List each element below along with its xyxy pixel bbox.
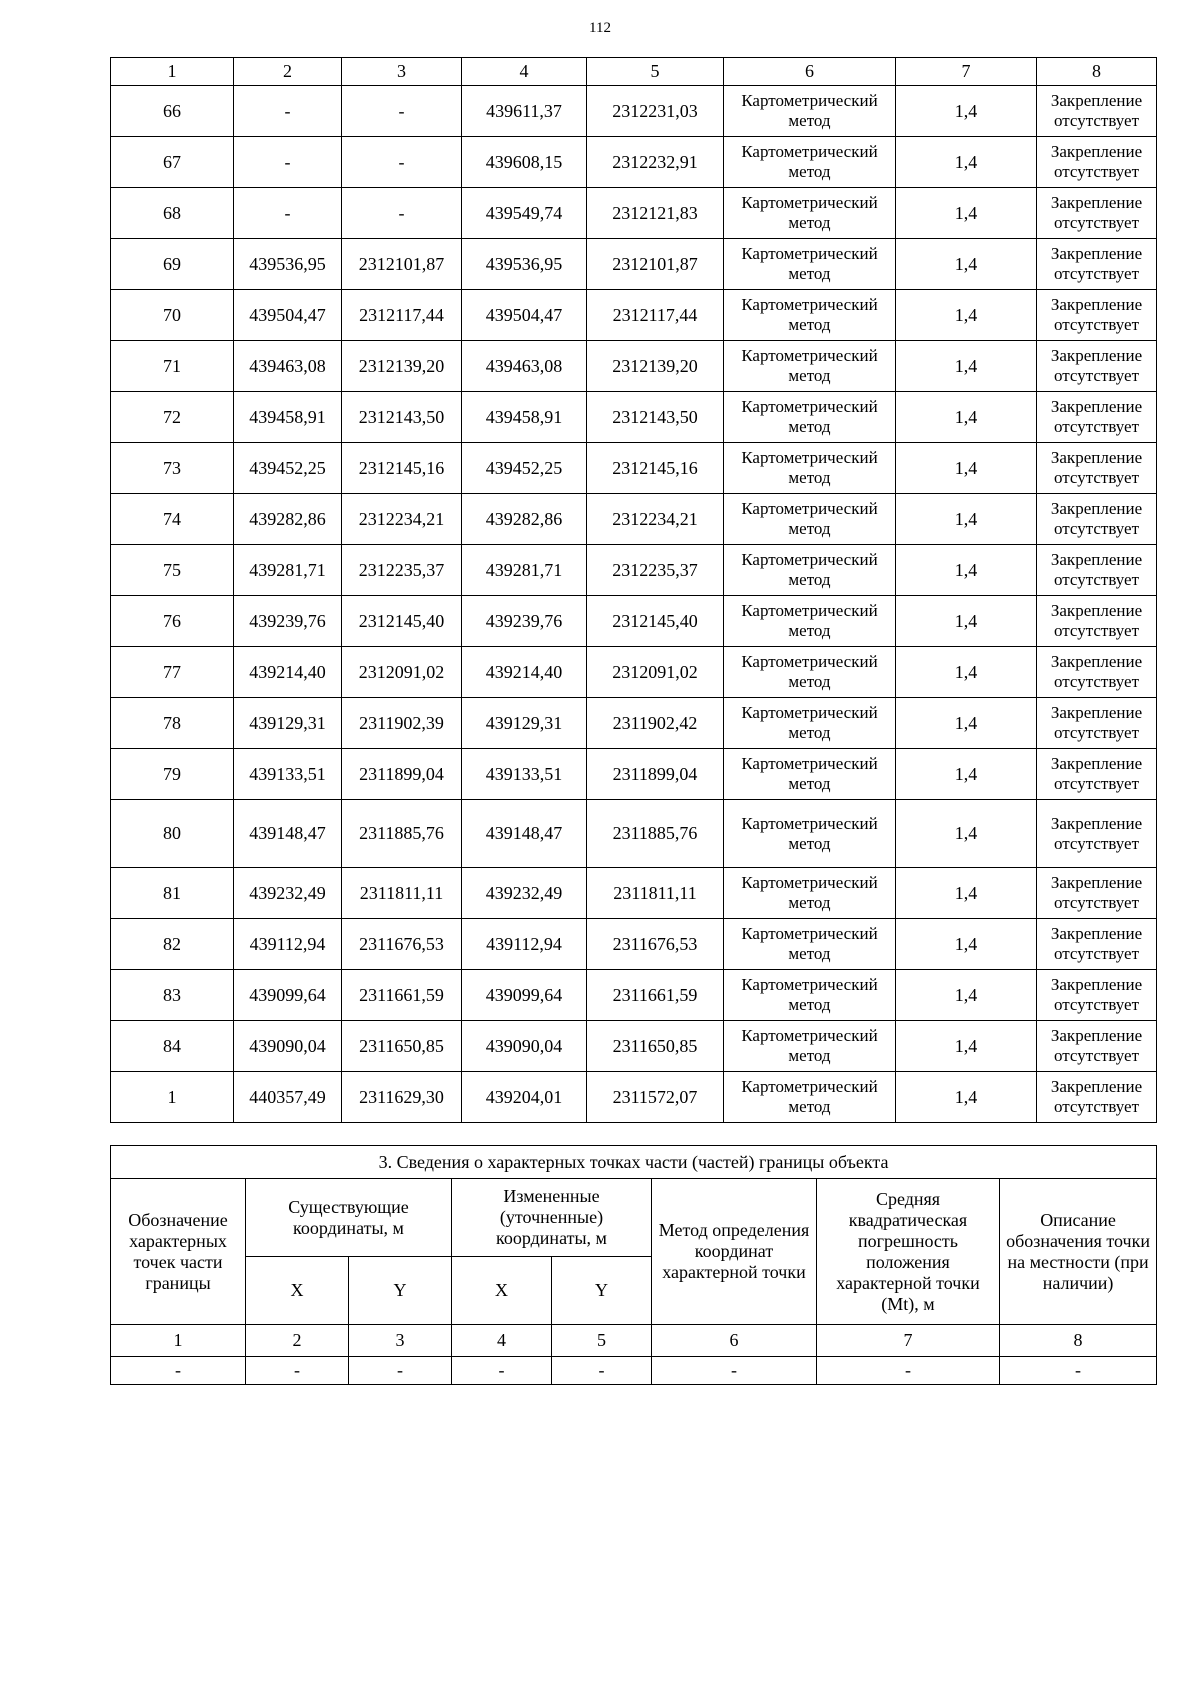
table-row [111,749,1157,800]
section3-table [110,1145,1157,1385]
section3-empty-row [111,1357,1157,1385]
table-row [111,868,1157,919]
point-number: 80 [111,800,234,868]
fixing-description: Закрепление отсутствует [1037,698,1157,749]
changed-y: 2311811,11 [587,868,724,919]
point-number: 73 [111,443,234,494]
changed-x: 439214,40 [462,647,587,698]
fixing-description: Закрепление отсутствует [1037,800,1157,868]
table-row [111,1021,1157,1072]
header-existing-coordinates: Существующие координаты, м [246,1179,452,1257]
point-number: 74 [111,494,234,545]
column-number: 6 [652,1325,817,1357]
method: Картометрический метод [724,868,896,919]
fixing-description: Закрепление отсутствует [1037,919,1157,970]
changed-x: 439112,94 [462,919,587,970]
method: Картометрический метод [724,698,896,749]
point-number: 69 [111,239,234,290]
header-existing-y: Y [349,1257,452,1325]
point-number: 77 [111,647,234,698]
existing-y: 2312101,87 [342,239,462,290]
empty-cell: - [246,1357,349,1385]
fixing-description: Закрепление отсутствует [1037,188,1157,239]
existing-x: 439504,47 [234,290,342,341]
column-number: 3 [349,1325,452,1357]
column-number: 1 [111,1325,246,1357]
fixing-description: Закрепление отсутствует [1037,137,1157,188]
accuracy-mt: 1,4 [896,341,1037,392]
accuracy-mt: 1,4 [896,188,1037,239]
fixing-description: Закрепление отсутствует [1037,647,1157,698]
accuracy-mt: 1,4 [896,239,1037,290]
point-number: 76 [111,596,234,647]
changed-y: 2311650,85 [587,1021,724,1072]
point-number: 1 [111,1072,234,1123]
column-number: 5 [552,1325,652,1357]
column-number: 8 [1037,58,1157,86]
fixing-description: Закрепление отсутствует [1037,494,1157,545]
header-changed-coordinates: Измененные (уточненные) координаты, м [452,1179,652,1257]
changed-y: 2311676,53 [587,919,724,970]
accuracy-mt: 1,4 [896,137,1037,188]
changed-y: 2312091,02 [587,647,724,698]
existing-y: 2312117,44 [342,290,462,341]
accuracy-mt: 1,4 [896,596,1037,647]
existing-x: 439452,25 [234,443,342,494]
fixing-description: Закрепление отсутствует [1037,86,1157,137]
table-row [111,86,1157,137]
existing-x: 439232,49 [234,868,342,919]
changed-y: 2312145,40 [587,596,724,647]
method: Картометрический метод [724,1021,896,1072]
existing-x: 439458,91 [234,392,342,443]
fixing-description: Закрепление отсутствует [1037,596,1157,647]
table-row [111,698,1157,749]
changed-x: 439608,15 [462,137,587,188]
existing-y: - [342,137,462,188]
existing-y: - [342,188,462,239]
table-row [111,290,1157,341]
existing-y: 2312143,50 [342,392,462,443]
column-number: 2 [234,58,342,86]
column-number: 7 [896,58,1037,86]
existing-y: 2311885,76 [342,800,462,868]
page-number: 112 [589,20,611,36]
changed-y: 2311885,76 [587,800,724,868]
point-number: 79 [111,749,234,800]
existing-x: 439112,94 [234,919,342,970]
changed-x: 439536,95 [462,239,587,290]
accuracy-mt: 1,4 [896,494,1037,545]
fixing-description: Закрепление отсутствует [1037,1072,1157,1123]
method: Картометрический метод [724,188,896,239]
fixing-description: Закрепление отсутствует [1037,749,1157,800]
empty-cell: - [1000,1357,1157,1385]
existing-y: 2312234,21 [342,494,462,545]
existing-x: 439099,64 [234,970,342,1021]
existing-x: 439463,08 [234,341,342,392]
changed-x: 439458,91 [462,392,587,443]
point-number: 78 [111,698,234,749]
existing-x: - [234,137,342,188]
changed-x: 439099,64 [462,970,587,1021]
header-existing-x: X [246,1257,349,1325]
method: Картометрический метод [724,290,896,341]
existing-y: 2312139,20 [342,341,462,392]
existing-y: 2311902,39 [342,698,462,749]
point-number: 81 [111,868,234,919]
existing-x: 439281,71 [234,545,342,596]
column-number: 1 [111,58,234,86]
column-number: 4 [462,58,587,86]
fixing-description: Закрепление отсутствует [1037,443,1157,494]
accuracy-mt: 1,4 [896,970,1037,1021]
changed-y: 2312117,44 [587,290,724,341]
accuracy-mt: 1,4 [896,647,1037,698]
table-row [111,341,1157,392]
changed-x: 439281,71 [462,545,587,596]
method: Картометрический метод [724,494,896,545]
table-row [111,545,1157,596]
changed-x: 439282,86 [462,494,587,545]
changed-x: 439549,74 [462,188,587,239]
existing-y: 2311676,53 [342,919,462,970]
column-number: 7 [817,1325,1000,1357]
table-row [111,1072,1157,1123]
existing-x: 439239,76 [234,596,342,647]
table-row [111,596,1157,647]
coordinates-table [110,57,1157,1123]
existing-y: 2311899,04 [342,749,462,800]
accuracy-mt: 1,4 [896,545,1037,596]
fixing-description: Закрепление отсутствует [1037,392,1157,443]
column-number: 5 [587,58,724,86]
changed-y: 2312234,21 [587,494,724,545]
existing-y: 2311629,30 [342,1072,462,1123]
changed-y: 2311899,04 [587,749,724,800]
existing-y: 2311661,59 [342,970,462,1021]
table-row [111,392,1157,443]
fixing-description: Закрепление отсутствует [1037,239,1157,290]
empty-cell: - [652,1357,817,1385]
changed-x: 439148,47 [462,800,587,868]
table-row [111,800,1157,868]
changed-y: 2312232,91 [587,137,724,188]
method: Картометрический метод [724,919,896,970]
changed-x: 439133,51 [462,749,587,800]
accuracy-mt: 1,4 [896,800,1037,868]
point-number: 84 [111,1021,234,1072]
method: Картометрический метод [724,239,896,290]
existing-x: - [234,86,342,137]
column-number: 3 [342,58,462,86]
existing-x: 439133,51 [234,749,342,800]
point-number: 82 [111,919,234,970]
existing-y: - [342,86,462,137]
method: Картометрический метод [724,647,896,698]
existing-y: 2312145,40 [342,596,462,647]
column-number: 6 [724,58,896,86]
existing-x: 439282,86 [234,494,342,545]
accuracy-mt: 1,4 [896,86,1037,137]
point-number: 67 [111,137,234,188]
method: Картометрический метод [724,392,896,443]
existing-y: 2311650,85 [342,1021,462,1072]
existing-x: 439148,47 [234,800,342,868]
column-number: 2 [246,1325,349,1357]
empty-cell: - [349,1357,452,1385]
empty-cell: - [552,1357,652,1385]
changed-x: 439452,25 [462,443,587,494]
changed-x: 439463,08 [462,341,587,392]
fixing-description: Закрепление отсутствует [1037,970,1157,1021]
column-number: 4 [452,1325,552,1357]
changed-y: 2312139,20 [587,341,724,392]
point-number: 70 [111,290,234,341]
table-row [111,137,1157,188]
column-number-row [111,58,1157,86]
table-row [111,647,1157,698]
existing-y: 2312091,02 [342,647,462,698]
header-description: Описание обозначения точки на местности (при наличии) [1000,1179,1157,1325]
existing-x: 440357,49 [234,1072,342,1123]
existing-y: 2312145,16 [342,443,462,494]
method: Картометрический метод [724,443,896,494]
changed-y: 2311902,42 [587,698,724,749]
fixing-description: Закрепление отсутствует [1037,868,1157,919]
fixing-description: Закрепление отсутствует [1037,290,1157,341]
changed-y: 2312101,87 [587,239,724,290]
existing-x: 439536,95 [234,239,342,290]
point-number: 66 [111,86,234,137]
method: Картометрический метод [724,800,896,868]
method: Картометрический метод [724,86,896,137]
header-accuracy: Средняя квадратическая погрешность положения характерной точки (Mt), м [817,1179,1000,1325]
section-title: 3. Сведения о характерных точках части (частей) границы объекта [111,1146,1157,1179]
changed-x: 439232,49 [462,868,587,919]
existing-x: - [234,188,342,239]
table-row [111,494,1157,545]
method: Картометрический метод [724,970,896,1021]
accuracy-mt: 1,4 [896,868,1037,919]
header-method: Метод определения координат характерной точки [652,1179,817,1325]
header-designation: Обозначение характерных точек части границы [111,1179,246,1325]
method: Картометрический метод [724,137,896,188]
point-number: 72 [111,392,234,443]
accuracy-mt: 1,4 [896,290,1037,341]
existing-y: 2311811,11 [342,868,462,919]
fixing-description: Закрепление отсутствует [1037,341,1157,392]
existing-x: 439090,04 [234,1021,342,1072]
method: Картометрический метод [724,545,896,596]
fixing-description: Закрепление отсутствует [1037,1021,1157,1072]
table-row [111,239,1157,290]
changed-x: 439239,76 [462,596,587,647]
existing-x: 439129,31 [234,698,342,749]
section3-column-number-row [111,1325,1157,1357]
changed-y: 2312235,37 [587,545,724,596]
changed-x: 439611,37 [462,86,587,137]
accuracy-mt: 1,4 [896,443,1037,494]
changed-y: 2312143,50 [587,392,724,443]
table-row [111,443,1157,494]
changed-y: 2312121,83 [587,188,724,239]
method: Картометрический метод [724,1072,896,1123]
table-row [111,188,1157,239]
accuracy-mt: 1,4 [896,749,1037,800]
changed-y: 2312231,03 [587,86,724,137]
empty-cell: - [817,1357,1000,1385]
existing-x: 439214,40 [234,647,342,698]
fixing-description: Закрепление отсутствует [1037,545,1157,596]
existing-y: 2312235,37 [342,545,462,596]
changed-x: 439129,31 [462,698,587,749]
changed-x: 439504,47 [462,290,587,341]
table-row [111,970,1157,1021]
accuracy-mt: 1,4 [896,919,1037,970]
changed-y: 2311572,07 [587,1072,724,1123]
table-row [111,919,1157,970]
accuracy-mt: 1,4 [896,698,1037,749]
empty-cell: - [111,1357,246,1385]
changed-x: 439204,01 [462,1072,587,1123]
header-changed-y: Y [552,1257,652,1325]
point-number: 83 [111,970,234,1021]
point-number: 75 [111,545,234,596]
point-number: 71 [111,341,234,392]
changed-x: 439090,04 [462,1021,587,1072]
changed-y: 2311661,59 [587,970,724,1021]
method: Картометрический метод [724,341,896,392]
accuracy-mt: 1,4 [896,1021,1037,1072]
empty-cell: - [452,1357,552,1385]
accuracy-mt: 1,4 [896,1072,1037,1123]
accuracy-mt: 1,4 [896,392,1037,443]
header-changed-x: X [452,1257,552,1325]
method: Картометрический метод [724,749,896,800]
point-number: 68 [111,188,234,239]
method: Картометрический метод [724,596,896,647]
column-number: 8 [1000,1325,1157,1357]
changed-y: 2312145,16 [587,443,724,494]
